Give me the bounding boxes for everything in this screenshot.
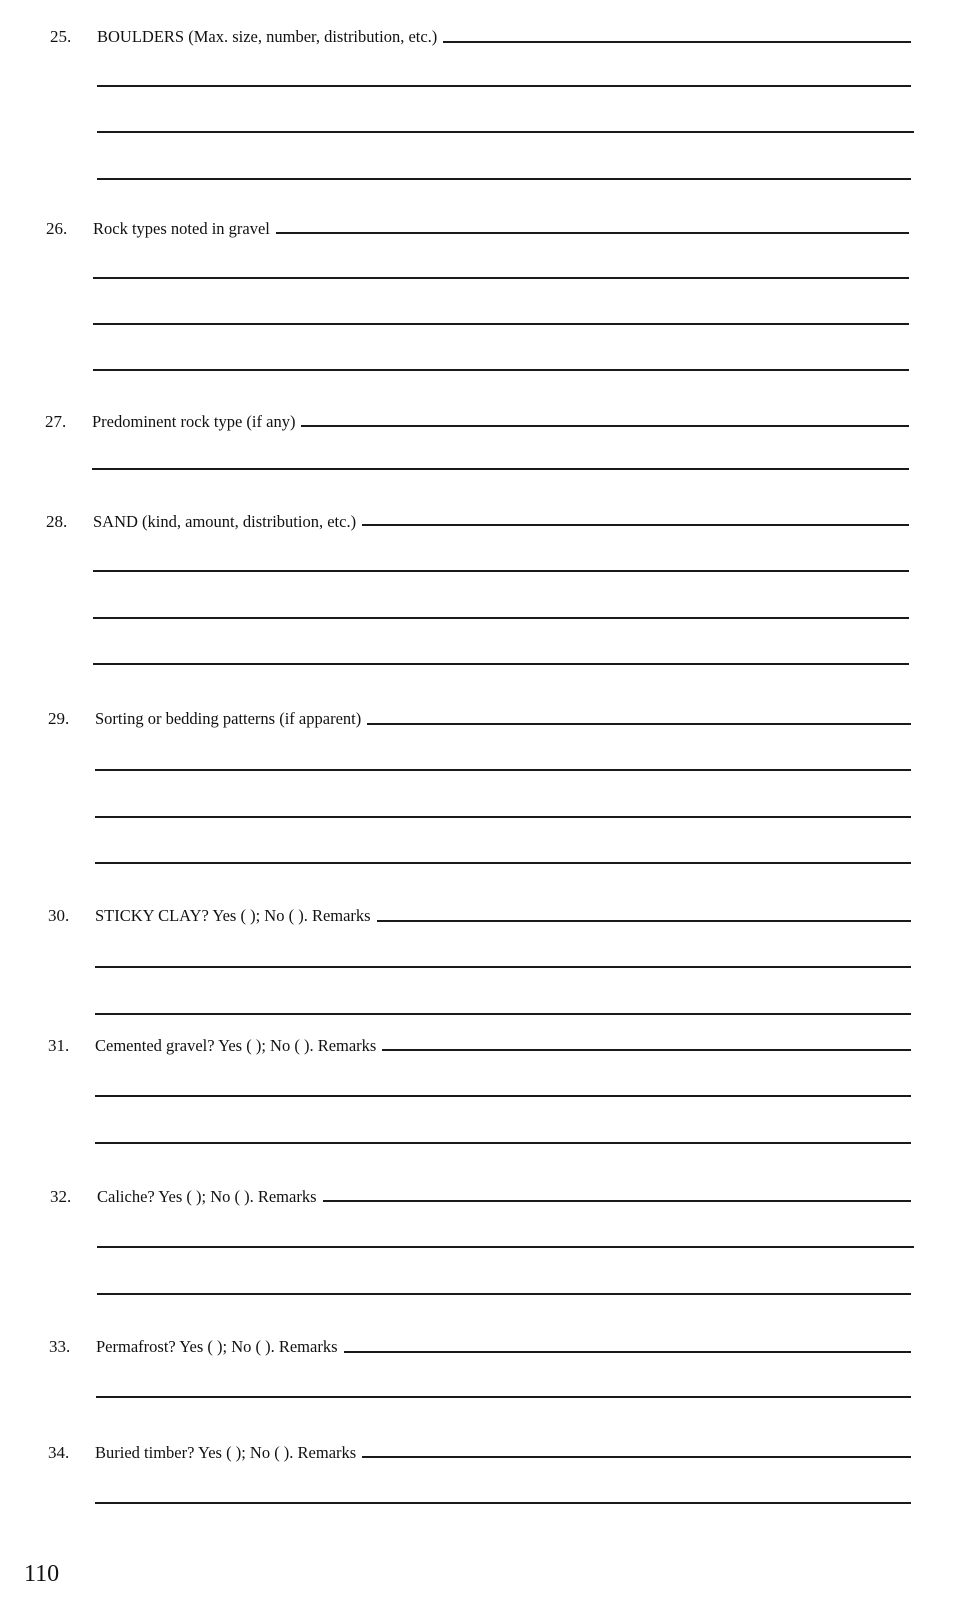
question-label: Cemented gravel? Yes ( ); No ( ). Remarks [95, 1036, 377, 1055]
answer-line[interactable] [95, 1142, 911, 1144]
answer-line[interactable] [97, 1246, 914, 1248]
answer-line[interactable] [92, 468, 909, 470]
question-number: 34. [48, 1443, 70, 1462]
question-number: 28. [46, 512, 68, 531]
answer-line[interactable] [95, 862, 911, 864]
answer-line[interactable] [97, 178, 911, 180]
answer-line[interactable] [362, 1456, 911, 1458]
answer-line[interactable] [93, 617, 909, 619]
answer-line[interactable] [93, 369, 909, 371]
question-label: Buried timber? Yes ( ); No ( ). Remarks [95, 1443, 357, 1462]
question-number: 27. [45, 412, 67, 431]
answer-line[interactable] [95, 816, 911, 818]
answer-line[interactable] [344, 1351, 911, 1353]
answer-line[interactable] [382, 1049, 911, 1051]
page-number: 110 [24, 1561, 60, 1587]
answer-line[interactable] [362, 524, 909, 526]
answer-line[interactable] [95, 966, 911, 968]
answer-line[interactable] [377, 920, 911, 922]
answer-line[interactable] [323, 1200, 911, 1202]
question-label: STICKY CLAY? Yes ( ); No ( ). Remarks [95, 906, 371, 925]
answer-line[interactable] [95, 1095, 911, 1097]
question-label: SAND (kind, amount, distribution, etc.) [93, 512, 357, 531]
question-number: 26. [46, 219, 68, 238]
answer-line[interactable] [97, 131, 914, 133]
answer-line[interactable] [443, 41, 911, 43]
question-number: 33. [49, 1337, 71, 1356]
answer-line[interactable] [95, 769, 911, 771]
question-label: Caliche? Yes ( ); No ( ). Remarks [97, 1187, 317, 1206]
question-label: Permafrost? Yes ( ); No ( ). Remarks [96, 1337, 338, 1356]
answer-line[interactable] [93, 570, 909, 572]
answer-line[interactable] [97, 1293, 911, 1295]
question-label: Rock types noted in gravel [93, 219, 270, 238]
question-number: 29. [48, 709, 70, 728]
answer-line[interactable] [95, 1013, 911, 1015]
answer-line[interactable] [276, 232, 909, 234]
question-label: BOULDERS (Max. size, number, distribution, etc.) [97, 27, 438, 46]
question-label: Sorting or bedding patterns (if apparent) [95, 709, 362, 728]
question-number: 25. [50, 27, 72, 46]
answer-line[interactable] [95, 1502, 911, 1504]
answer-line[interactable] [93, 323, 909, 325]
answer-line[interactable] [97, 85, 911, 87]
answer-line[interactable] [301, 425, 909, 427]
question-number: 32. [50, 1187, 72, 1206]
question-number: 30. [48, 906, 70, 925]
answer-line[interactable] [367, 723, 911, 725]
answer-line[interactable] [96, 1396, 911, 1398]
question-number: 31. [48, 1036, 70, 1055]
answer-line[interactable] [93, 663, 909, 665]
question-label: Predominent rock type (if any) [92, 412, 296, 431]
answer-line[interactable] [93, 277, 909, 279]
